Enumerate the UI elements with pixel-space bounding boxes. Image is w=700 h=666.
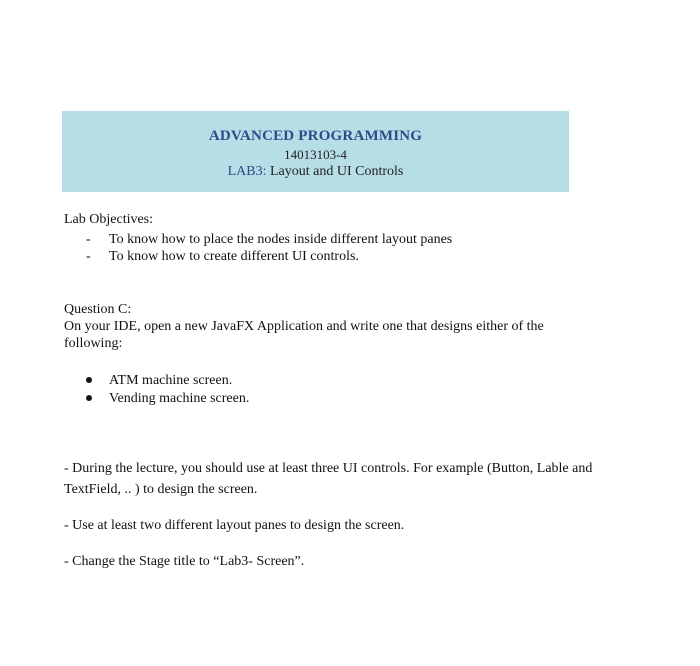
bullet-dot-icon (86, 395, 92, 401)
objective-text: To know how to create different UI controls. (109, 249, 359, 264)
instruction-layout-panes: - Use at least two different layout panes to design the screen. (64, 518, 405, 533)
question-label: Question C: (64, 302, 132, 317)
lab-subject: Layout and UI Controls (270, 164, 404, 179)
course-header-banner (62, 111, 569, 192)
objective-item (86, 231, 452, 249)
lab-number: LAB3: (227, 164, 267, 179)
dash-marker: - (86, 232, 91, 247)
instruction-stage-title: - Change the Stage title to “Lab3- Screen”. (64, 554, 305, 569)
option-item (86, 390, 249, 408)
course-code: 14013103-4 (284, 147, 347, 162)
option-item (86, 372, 232, 390)
bullet-dot-icon (86, 377, 92, 383)
question-text-line-2: following: (64, 336, 123, 351)
instruction-ui-controls: - During the lecture, you should use at least three UI controls. For example (Button, Lable and TextField, .. ) to design the screen. (64, 461, 593, 497)
objective-item (86, 248, 359, 266)
dash-marker: - (86, 249, 91, 264)
option-text: ATM machine screen. (109, 373, 233, 388)
objectives-label: Lab Objectives: (64, 212, 154, 227)
objective-text: To know how to place the nodes inside different layout panes (109, 232, 453, 247)
lab-title (62, 164, 569, 180)
question-text-line-1: On your IDE, open a new JavaFX Application and write one that designs either of the (64, 319, 544, 334)
option-text: Vending machine screen. (109, 391, 250, 406)
course-title: ADVANCED PROGRAMMING (208, 128, 423, 144)
